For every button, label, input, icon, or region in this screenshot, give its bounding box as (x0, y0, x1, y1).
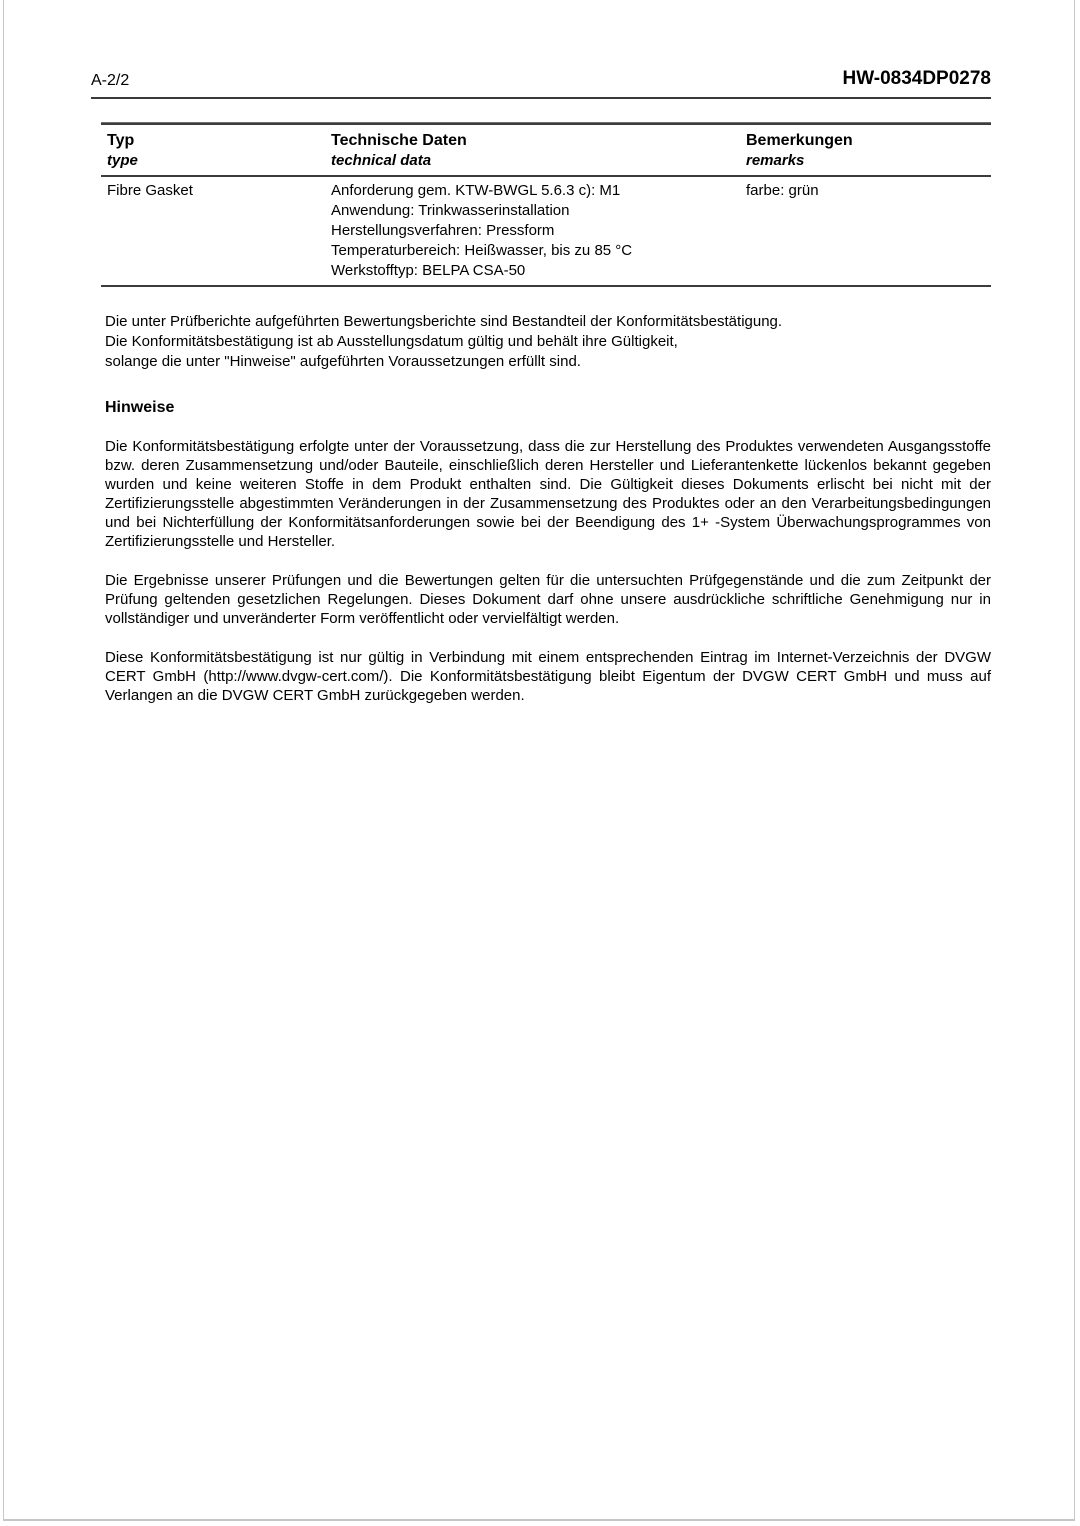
document-page (3, 0, 1075, 1521)
hinweise-heading: Hinweise (105, 399, 175, 416)
document-header (91, 0, 991, 99)
column-header-typ-en: type (107, 152, 138, 169)
tech-data-line: Anforderung gem. KTW-BWGL 5.6.3 c): M1 (331, 182, 621, 199)
spec-table (101, 122, 991, 287)
hinweise-paragraph-2: Die Ergebnisse unserer Prüfungen und die Bewertungen gelten für die untersuchten Prüfgegenstände und die zum Zeitpunkt der Prüfung geltenden gesetzlichen Regelungen. Dieses Dokument darf ohne unsere ausdrückliche schriftliche Genehmigung nur in vollständiger und unveränderter Form veröffentlicht oder vervielfältigt werden. (105, 572, 991, 627)
cell-bemerkungen: farbe: grün (746, 182, 819, 199)
hinweise-paragraph-1: Die Konformitätsbestätigung erfolgte unter der Voraussetzung, dass die zur Herstellung des Produktes verwendeten Ausgangsstoffe bzw. deren Zusammensetzung und/oder Bauteile, einschließlich deren Hersteller und Lieferantenkette lückenlos bekannt gegeben wurden und keine weiteren Stoffe in dem Produkt enthalten sind. Die Gültigkeit dieses Dokuments erlischt bei nicht mit der Zertifizierungsstelle abgestimmten Veränderungen in der Zusammensetzung des Produktes oder an den Verarbeitungsbedingungen und bei Nichterfüllung der Konformitätsanforderungen sowie bei der Beendigung des 1+ -System Überwachungsprogrammes von Zertifizierungsstelle und Hersteller. (105, 438, 991, 550)
validity-note-line: Die unter Prüfberichte aufgeführten Bewertungsberichte sind Bestandteil der Konformitätsbestätigung. (105, 313, 783, 330)
cell-technische-daten (331, 181, 746, 281)
column-header-bemerkungen (746, 130, 991, 171)
page-content (91, 0, 991, 705)
validity-note-line: solange die unter "Hinweise" aufgeführten Voraussetzungen erfüllt sind. (105, 353, 581, 370)
column-header-typ-de: Typ (107, 132, 135, 149)
tech-data-line: Werkstofftyp: BELPA CSA-50 (331, 262, 526, 279)
validity-note (105, 312, 991, 372)
cell-typ: Fibre Gasket (107, 182, 193, 199)
column-header-technische-daten-en: technical data (331, 152, 432, 169)
column-header-technische-daten-de: Technische Daten (331, 132, 467, 149)
table-row (101, 177, 991, 287)
validity-note-line: Die Konformitätsbestätigung ist ab Ausstellungsdatum gültig und behält ihre Gültigkeit, (105, 333, 678, 350)
column-header-technische-daten (331, 130, 746, 171)
column-header-bemerkungen-en: remarks (746, 152, 805, 169)
tech-data-line: Temperaturbereich: Heißwasser, bis zu 85 °C (331, 242, 633, 259)
page-number: A-2/2 (91, 72, 130, 89)
column-header-typ (101, 130, 331, 171)
document-number: HW-0834DP0278 (842, 68, 991, 89)
table-header-row (101, 125, 991, 177)
hinweise-paragraph-3: Diese Konformitätsbestätigung ist nur gültig in Verbindung mit einem entsprechenden Eintrag im Internet-Verzeichnis der DVGW CERT GmbH (http://www.dvgw-cert.com/). Die Konformitätsbestätigung bleibt Eigentum der DVGW CERT GmbH und muss auf Verlangen an die DVGW CERT GmbH zurückgegeben werden. (105, 649, 991, 704)
column-header-bemerkungen-de: Bemerkungen (746, 132, 853, 149)
tech-data-line: Anwendung: Trinkwasserinstallation (331, 202, 570, 219)
tech-data-line: Herstellungsverfahren: Pressform (331, 222, 555, 239)
